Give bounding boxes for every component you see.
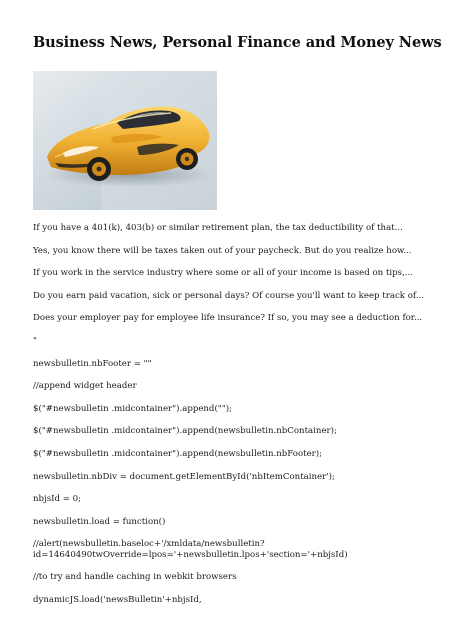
code-line: //to try and handle caching in webkit browsers bbox=[33, 572, 237, 583]
code-line: newsbulletin.nbDiv = document.getElementById('nbItemContainer'); bbox=[33, 471, 335, 482]
text-line: Does your employer pay for employee life insurance? If so, you may see a deduction for... bbox=[33, 313, 423, 324]
sports-car-image bbox=[33, 71, 217, 210]
code-line: dynamicJS.load('newsBulletin'+nbjsId, bbox=[33, 595, 202, 605]
code-line: newsbulletin.load = function() bbox=[33, 516, 166, 527]
code-line: nbjsId = 0; bbox=[33, 494, 82, 505]
code-line: $("#newsbulletin .midcontainer").append(newsbulletin.nbFooter); bbox=[33, 448, 323, 459]
body-text bbox=[33, 223, 433, 618]
text-line: If you work in the service industry where some or all of your income is based on tips,... bbox=[33, 268, 413, 279]
page-title: Business News, Personal Finance and Money News bbox=[33, 34, 442, 51]
code-line: $("#newsbulletin .midcontainer").append(""); bbox=[33, 403, 232, 414]
text-line: " bbox=[33, 335, 37, 346]
hero-image bbox=[33, 71, 217, 210]
text-line: Yes, you know there will be taxes taken out of your paycheck. But do you realize how... bbox=[33, 245, 412, 256]
code-line: //append widget header bbox=[33, 381, 137, 392]
code-line: $("#newsbulletin .midcontainer").append(newsbulletin.nbContainer); bbox=[33, 426, 337, 437]
text-line: If you have a 401(k), 403(b) or similar retirement plan, the tax deductibility of that... bbox=[33, 223, 403, 233]
code-line: //alert(newsbulletin.baseloc+'/xmldata/newsbulletin?id=14640490twOverride=lpos='+newsbulletin.lpos+'section='+nbjsId) bbox=[33, 539, 348, 560]
code-line: newsbulletin.nbFooter = "" bbox=[33, 358, 152, 369]
text-line: Do you earn paid vacation, sick or personal days? Of course you'll want to keep track of... bbox=[33, 290, 424, 301]
